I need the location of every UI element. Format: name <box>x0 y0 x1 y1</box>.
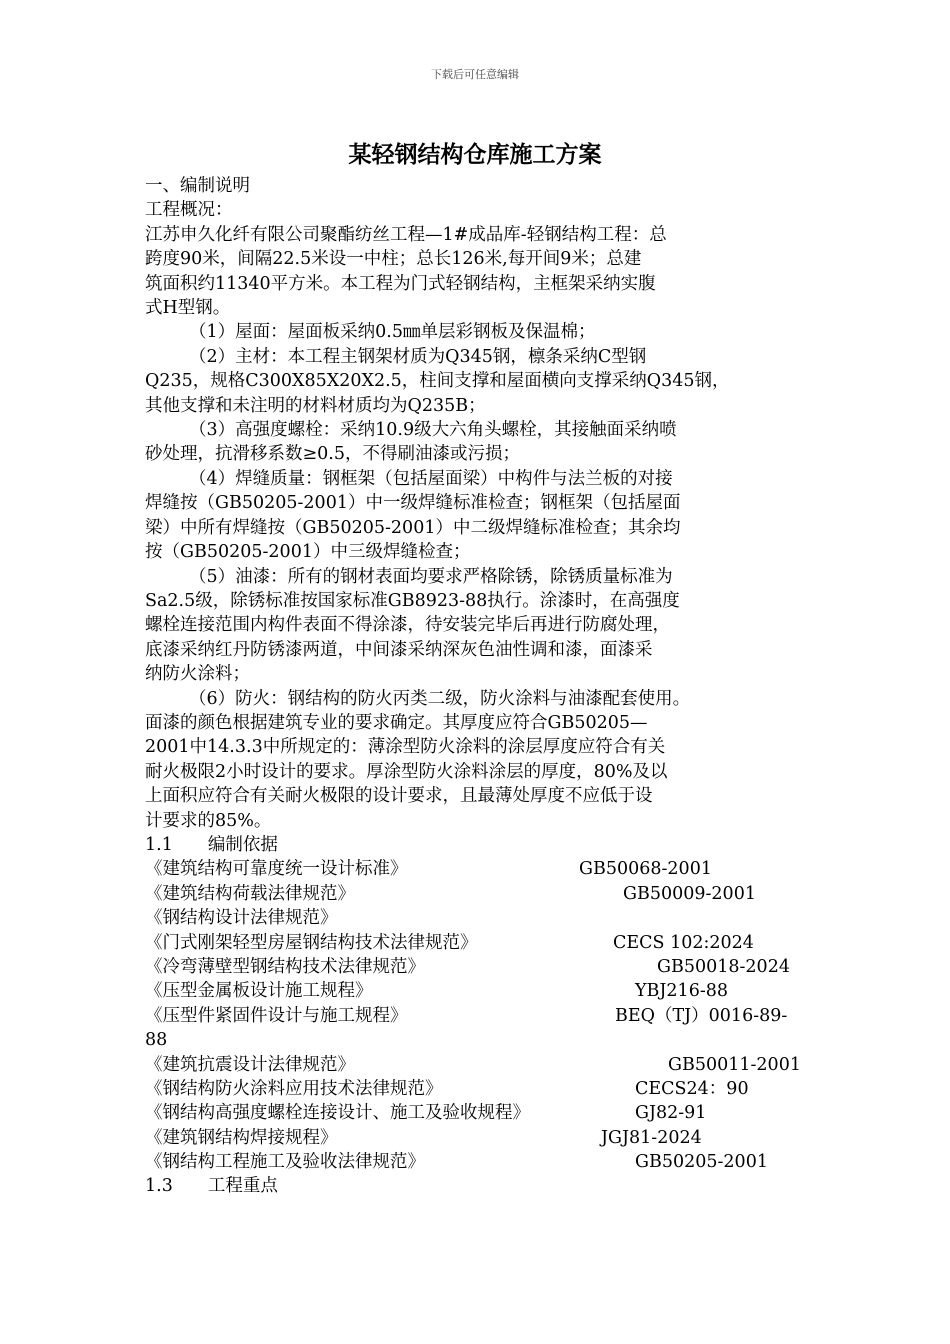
reference-code: GJ82-91 <box>635 1103 707 1124</box>
reference-name: 《建筑抗震设计法律规范》 <box>145 1054 355 1075</box>
reference-code: JGJ81-2024 <box>601 1127 702 1148</box>
reference-name: 《冷弯薄壁型钢结构技术法律规范》 <box>145 956 425 977</box>
reference-row <box>145 906 815 930</box>
paragraph-line: 底漆采纳红丹防锈漆两道，中间漆采纳深灰色油性调和漆，面漆采 <box>145 639 653 660</box>
item-paint: （5）油漆：所有的钢材表面均要求严格除锈，除锈质量标准为 <box>189 566 673 587</box>
reference-row <box>145 1126 815 1150</box>
reference-row <box>145 882 815 906</box>
reference-row <box>145 1101 815 1125</box>
paragraph-line: 焊缝按（GB50205-2001）中一级焊缝标准检查；钢框架（包括屋面 <box>145 493 681 514</box>
header-note: 下载后可任意编辑 <box>431 68 519 81</box>
reference-name: 《门式刚架轻型房屋钢结构技术法律规范》 <box>145 932 478 953</box>
paragraph-line: 面漆的颜色根据建筑专业的要求确定。其厚度应符合GB50205— <box>145 712 648 733</box>
reference-code: GB50011-2001 <box>668 1054 801 1075</box>
paragraph-line: 砂处理，抗滑移系数≥0.5，不得刷油漆或污损； <box>145 444 520 465</box>
reference-code: BEQ（TJ）0016-89- <box>615 1005 788 1026</box>
item-main-material: （2）主材：本工程主钢架材质为Q345钢，檩条采纳C型钢 <box>189 346 647 367</box>
paragraph-line: 跨度90米，间隔22.5米设一中柱；总长126米,每开间9米；总建 <box>145 249 642 270</box>
reference-name: 《建筑钢结构焊接规程》 <box>145 1127 338 1148</box>
reference-name: 《压型件紧固件设计与施工规程》 <box>145 1005 408 1026</box>
reference-code: GB50018-2024 <box>657 956 790 977</box>
subheading-overview: 工程概况： <box>145 200 233 221</box>
paragraph-line: 计要求的85%。 <box>145 810 272 831</box>
reference-name: 《钢结构高强度螺栓连接设计、施工及验收规程》 <box>145 1103 530 1124</box>
paragraph-line: 上面积应符合有关耐火极限的设计要求，且最薄处厚度不应低于设 <box>145 786 653 807</box>
subsection-key-points: 1.3 工程重点 <box>145 1176 278 1197</box>
document-body <box>145 174 815 1199</box>
item-roof: （1）屋面：屋面板采纳0.5㎜单层彩钢板及保温棉； <box>189 322 596 343</box>
reference-row <box>145 1028 815 1052</box>
paragraph-line: Q235，规格C300X85X20X2.5，柱间支撑和屋面横向支撑采纳Q345钢， <box>145 371 730 392</box>
item-fireproofing: （6）防火：钢结构的防火丙类二级，防火涂料与油漆配套使用。 <box>189 688 691 709</box>
section-heading: 一、编制说明 <box>145 176 250 196</box>
paragraph-line: 纳防火涂料； <box>145 664 250 685</box>
item-bolts: （3）高强度螺栓：采纳10.9级大六角头螺栓，其接触面采纳喷 <box>189 420 677 441</box>
reference-name: 88 <box>145 1030 168 1051</box>
reference-row <box>145 857 815 881</box>
reference-row <box>145 955 815 979</box>
reference-row <box>145 931 815 955</box>
reference-name: 《压型金属板设计施工规程》 <box>145 981 373 1002</box>
paragraph-line: 其他支撑和未注明的材料材质均为Q235B； <box>145 395 486 416</box>
reference-code: YBJ216-88 <box>635 981 729 1002</box>
reference-name: 《钢结构工程施工及验收法律规范》 <box>145 1152 425 1173</box>
paragraph-line: 梁）中所有焊缝按（GB50205-2001）中二级焊缝标准检查；其余均 <box>145 517 681 538</box>
paragraph-line: Sa2.5级，除锈标准按国家标准GB8923-88执行。涂漆时，在高强度 <box>145 590 680 611</box>
reference-name: 《钢结构设计法律规范》 <box>145 908 338 929</box>
reference-code: CECS 102:2024 <box>613 932 754 953</box>
reference-name: 《建筑结构荷载法律规范》 <box>145 883 355 904</box>
reference-row <box>145 1004 815 1028</box>
subsection-basis: 1.1 编制依据 <box>145 834 278 855</box>
paragraph-line: 筑面积约11340平方米。本工程为门式轻钢结构，主框架采纳实腹 <box>145 273 656 294</box>
paragraph-line: 螺栓连接范围内构件表面不得涂漆，待安装完毕后再进行防腐处理， <box>145 615 670 636</box>
document-title: 某轻钢结构仓库施工方案 <box>348 141 602 168</box>
reference-row <box>145 979 815 1003</box>
reference-row <box>145 1077 815 1101</box>
reference-row <box>145 1150 815 1174</box>
item-welds: （4）焊缝质量：钢框架（包括屋面梁）中构件与法兰板的对接 <box>189 468 673 489</box>
paragraph-line: 式H型钢。 <box>145 298 231 319</box>
reference-row <box>145 1053 815 1077</box>
paragraph-line: 耐火极限2小时设计的要求。厚涂型防火涂料涂层的厚度，80%及以 <box>145 761 668 782</box>
reference-name: 《建筑结构可靠度统一设计标准》 <box>145 859 408 880</box>
paragraph-line: 按（GB50205-2001）中三级焊缝检查； <box>145 542 471 563</box>
reference-name: 《钢结构防火涂料应用技术法律规范》 <box>145 1078 443 1099</box>
reference-code: GB50205-2001 <box>635 1152 768 1173</box>
reference-code: CECS24：90 <box>635 1078 749 1099</box>
paragraph-line: 江苏申久化纤有限公司聚酯纺丝工程—1#成品库-轻钢结构工程：总 <box>145 224 667 245</box>
reference-code: GB50009-2001 <box>623 883 756 904</box>
paragraph-line: 2001中14.3.3中所规定的：薄涂型防火涂料的涂层厚度应符合有关 <box>145 737 666 758</box>
reference-code: GB50068-2001 <box>579 859 712 880</box>
